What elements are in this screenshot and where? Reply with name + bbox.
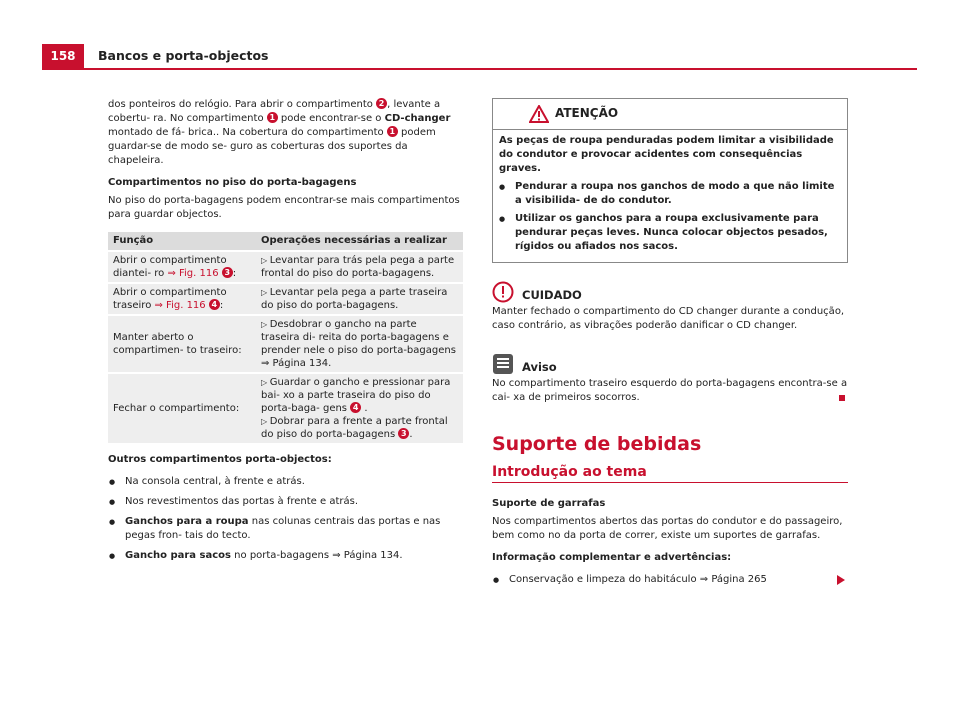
- callout-number: 4: [209, 299, 220, 310]
- end-marker-icon: [839, 395, 845, 401]
- table-cell-operations: [256, 316, 463, 372]
- info-note-icon: [492, 353, 514, 375]
- other-heading: Outros compartimentos porta-objectos:: [108, 454, 332, 465]
- warning-intro: As peças de roupa penduradas podem limitar a visibilidade do condutor e provocar acidentes com consequências graves.: [499, 135, 834, 174]
- operation-step: ▷ Guardar o gancho e pressionar para bai- xo a parte traseira do piso do porta-baga- gens 4 .: [261, 377, 451, 414]
- other-list: [108, 475, 463, 563]
- table-row: [108, 252, 463, 282]
- table-body: [108, 252, 463, 443]
- bottles-text: Nos compartimentos abertos das portas do condutor e do passageiro, bem como no da porta de correr, existe um suportes de garrafas.: [492, 516, 843, 541]
- caution-title: CUIDADO: [522, 288, 582, 302]
- page-header: [42, 44, 917, 70]
- caution-icon: [492, 281, 514, 303]
- table-cell-function: [108, 374, 256, 443]
- operation-step: [261, 318, 458, 370]
- bold-term: Ganchos para a roupa: [125, 516, 249, 527]
- info-heading: Informação complementar e advertências:: [492, 552, 732, 563]
- table-cell-operations: [256, 374, 463, 443]
- warning-triangle-icon: [529, 105, 549, 123]
- list-item: [108, 515, 463, 543]
- left-column: [108, 98, 463, 569]
- function-label: Fechar o compartimento:: [113, 403, 240, 414]
- table-cell-function: Abrir o compartimento diantei- ro ⇒ Fig. 116 3 :: [108, 252, 256, 282]
- table-cell-operations: [256, 284, 463, 314]
- operation-step: [261, 254, 458, 280]
- intro-paragraph: dos ponteiros do relógio. Para abrir o compartimento 2 , levante a cobertu- ra. No compartimento 1 pode encontrar-se o CD-changer montado de fá- brica.. Na cobertura do compartimento 1 podem guardar-se de modo se- guro as coberturas dos suportes da chapeleira.: [108, 99, 451, 166]
- list-item: [108, 495, 463, 509]
- callout-number: 3: [398, 428, 409, 439]
- operation-step: [261, 286, 458, 312]
- info-list: [492, 573, 848, 587]
- page-number: 158: [42, 44, 84, 68]
- table-cell-function: [108, 316, 256, 372]
- callout-number: 1: [387, 126, 398, 137]
- warning-item: ● Pendurar a roupa nos ganchos de modo a que não limite a visibilida- de do condutor.: [499, 180, 841, 208]
- note-header: [492, 353, 848, 375]
- step-text: Levantar para trás pela pega a parte frontal do piso do porta-bagagens.: [261, 255, 455, 279]
- warning-box: [492, 98, 848, 263]
- subsection-title: Introdução ao tema: [492, 465, 848, 483]
- warning-header: [493, 99, 847, 130]
- table-cell-function: Abrir o compartimento traseiro ⇒ Fig. 116 4 :: [108, 284, 256, 314]
- step-text: Levantar pela pega a parte traseira do piso do porta-bagagens.: [261, 287, 448, 311]
- table-row: [108, 284, 463, 314]
- list-item-text: nas colunas centrais das portas e nas pegas fron- tais do tecto.: [125, 516, 441, 541]
- warning-body: [493, 130, 847, 262]
- warning-items: [499, 180, 841, 254]
- figure-ref: ⇒ Fig. 116: [154, 300, 206, 311]
- note-text-wrap: [492, 377, 848, 405]
- function-label: Manter aberto o compartimen- to traseiro:: [113, 332, 242, 356]
- bottles-heading: Suporte de garrafas: [492, 498, 606, 509]
- list-item-text: Na consola central, à frente e atrás.: [125, 476, 305, 487]
- warning-title: ATENÇÃO: [555, 106, 619, 120]
- step-arrow-icon: ▷: [261, 378, 270, 387]
- floor-heading: Compartimentos no piso do porta-bagagens: [108, 177, 357, 188]
- callout-number: 1: [267, 112, 278, 123]
- warning-item: ● Utilizar os ganchos para a roupa exclusivamente para pendurar peças leves. Nunca colocar objectos pesados, rígidos ou afiados nos sacos.: [499, 212, 841, 254]
- list-item-text: no porta-bagagens ⇒ Página 134.: [231, 550, 403, 561]
- step-text: Dobrar para a frente a parte frontal do piso do porta-bagagens: [261, 416, 448, 440]
- section-title: Suporte de bebidas: [492, 433, 702, 455]
- callout-number: 2: [376, 98, 387, 109]
- bold-term: Gancho para sacos: [125, 550, 231, 561]
- figure-ref: ⇒ Fig. 116: [167, 268, 219, 279]
- step-arrow-icon: ▷: [261, 256, 270, 265]
- list-item: [108, 549, 463, 563]
- chapter-title: Bancos e porta-objectos: [98, 48, 269, 63]
- table-row: [108, 316, 463, 372]
- floor-text: No piso do porta-bagagens podem encontrar-se mais compartimentos para guardar objectos.: [108, 195, 460, 220]
- function-label: Abrir o compartimento traseiro: [113, 287, 227, 311]
- table-header-function: Função: [108, 232, 256, 250]
- step-text: Desdobrar o gancho na parte traseira di- reita do porta-bagagens e prender nele o piso do porta-bagagens ⇒ Página 134.: [261, 319, 456, 369]
- step-arrow-icon: ▷: [261, 417, 270, 426]
- caution-text: Manter fechado o compartimento do CD changer durante a condução, caso contrário, as vibrações poderão danificar o CD changer.: [492, 306, 845, 331]
- continue-arrow-icon: [837, 575, 845, 585]
- note-title: Aviso: [522, 360, 557, 374]
- callout-number: 3: [222, 267, 233, 278]
- function-label: Abrir o compartimento diantei- ro: [113, 255, 227, 279]
- callout-number: 4: [350, 402, 361, 413]
- table-cell-operations: [256, 252, 463, 282]
- operation-step: ▷ Dobrar para a frente a parte frontal do piso do porta-bagagens 3 .: [261, 416, 448, 440]
- caution-header: [492, 281, 848, 303]
- table-row: [108, 374, 463, 443]
- list-item: ● Conservação e limpeza do habitáculo ⇒ Página 265: [492, 573, 848, 587]
- step-text: Guardar o gancho e pressionar para bai- xo a parte traseira do piso do porta-baga- gens: [261, 377, 451, 414]
- right-column: [492, 98, 848, 593]
- functions-table: [108, 230, 463, 445]
- list-item-text: Nos revestimentos das portas à frente e atrás.: [125, 496, 359, 507]
- table-header-row: [108, 232, 463, 250]
- list-item: [108, 475, 463, 489]
- step-arrow-icon: ▷: [261, 288, 270, 297]
- bold-term: CD-changer: [384, 113, 451, 124]
- table-header-operations: Operações necessárias a realizar: [256, 232, 463, 250]
- note-text: No compartimento traseiro esquerdo do porta-bagagens encontra-se a cai- xa de primeiros socorros.: [492, 378, 848, 403]
- step-arrow-icon: ▷: [261, 320, 270, 329]
